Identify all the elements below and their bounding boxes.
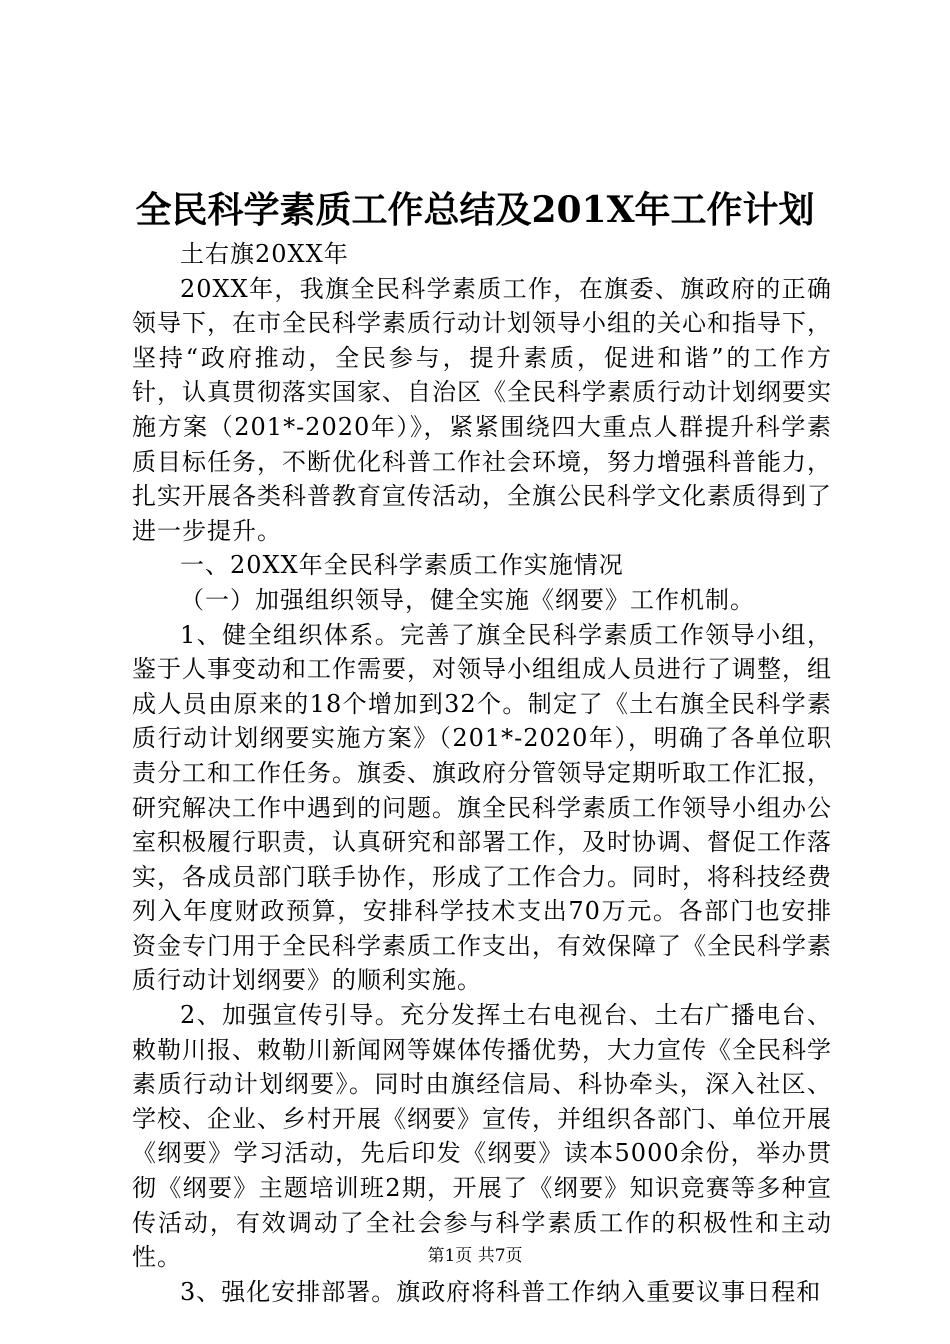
paragraph-item-3: 3、强化安排部署。旗政府将科普工作纳入重要议事日程和: [180, 1277, 822, 1306]
paragraph-item-1: 1、健全组织体系。完善了旗全民科学素质工作领导小组，鉴于人事变动和工作需要，对领导小组组成人员进行了调整，组成人员由原来的18个增加到32个。制定了《土右旗全民科学素质行动计划纲要实施方案》（201*-2020年），明确了各单位职责分工和工作任务。旗委、旗政府分管领导定期听取工作汇报，研究解决工作中遇到的问题。旗全民科学素质工作领导小组办公室积极履行职责，认真研究和部署工作，及时协调、督促工作落实，各成员部门联手协作，形成了工作合力。同时，将科技经费列入年度财政预算，安排科学技术支出70万元。各部门也安排资金专门用于全民科学素质工作支出，有效保障了《全民科学素质行动计划纲要》的顺利实施。: [132, 620, 832, 995]
document-title: 全民科学素质工作总结及201X年工作计划: [135, 189, 815, 231]
paragraph-item-2: 2、加强宣传引导。充分发挥土右电视台、土右广播电台、敕勒川报、敕勒川新闻网等媒体传播优势，大力宣传《全民科学素质行动计划纲要》。同时由旗经信局、科协牵头，深入社区、学校、企业、乡村开展《纲要》宣传，并组织各部门、单位开展《纲要》学习活动，先后印发《纲要》读本5000余份，举办贯彻《纲要》主题培训班2期，开展了《纲要》知识竞赛等多种宣传活动，有效调动了全社会参与科学素质工作的积极性和主动性。: [132, 1001, 832, 1272]
paragraph-intro: 20XX年，我旗全民科学素质工作，在旗委、旗政府的正确领导下，在市全民科学素质行动计划领导小组的关心和指导下，坚持“政府推动，全民参与，提升素质，促进和谐”的工作方针，认真贯彻落实国家、自治区《全民科学素质行动计划纲要实施方案（201*-2020年）》，紧紧围绕四大重点人群提升科学素质目标任务，不断优化科普工作社会环境，努力增强科普能力，扎实开展各类科普教育宣传活动，全旗公民科学文化素质得到了进一步提升。: [132, 274, 832, 545]
section-heading-1: 一、20XX年全民科学素质工作实施情况: [180, 551, 624, 580]
page-footer: 第1页 共7页: [427, 1246, 523, 1266]
subsection-heading-1: （一）加强组织领导，健全实施《纲要》工作机制。: [180, 585, 755, 614]
document-body: [132, 237, 832, 1309]
paragraph-author: 土右旗20XX年: [180, 240, 349, 268]
